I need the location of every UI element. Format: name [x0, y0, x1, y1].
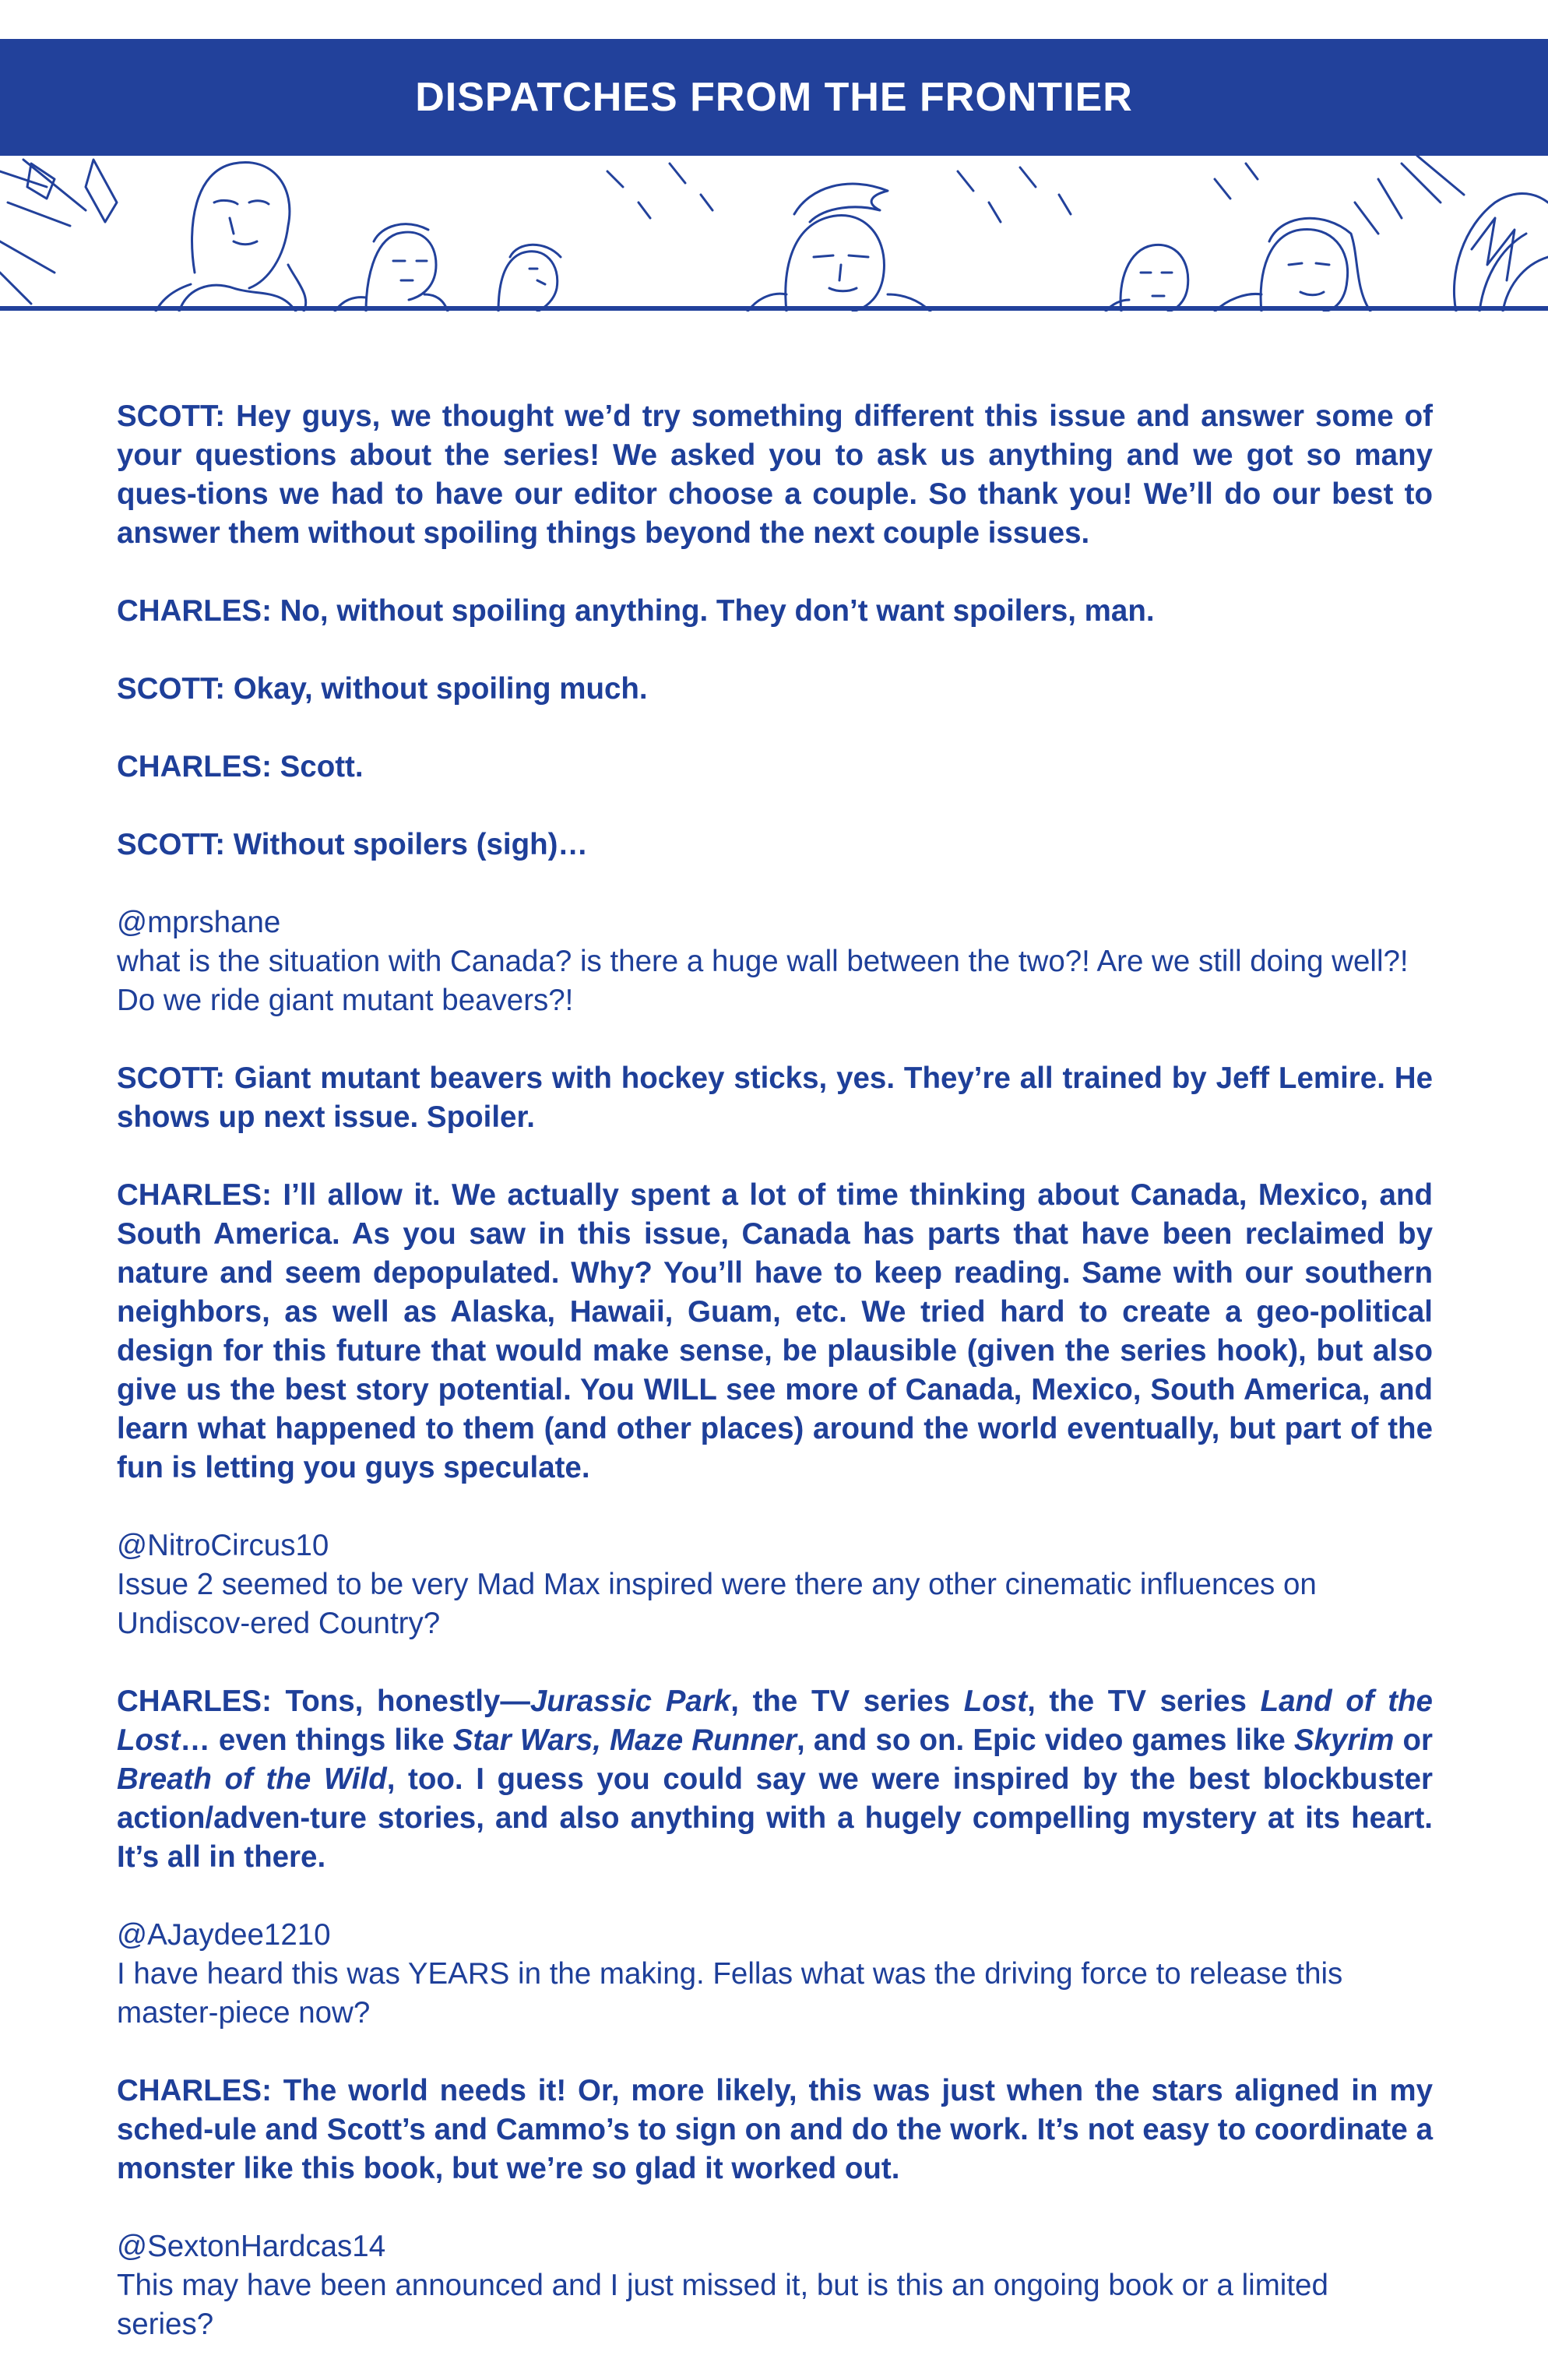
scott-reply-paragraph: SCOTT: Okay, without spoiling much.: [117, 672, 648, 706]
answer-text: CHARLES: Tons, honestly—: [117, 1685, 530, 1718]
answer-text: or: [1394, 1723, 1433, 1757]
intro-scott-paragraph: SCOTT: Hey guys, we thought we’d try something different this issue and answer some of your questions about the series! We asked you to ask us anything and we got so many ques-tions we had to have our editor choose a couple. So thank you! We’ll do our best to answer them without spoiling things beyond the next couple issues.: [117, 400, 1433, 550]
reader-question-text: Issue 2 seemed to be very Mad Max inspired were there any other cinematic influences on Undiscov-ered Country?: [117, 1568, 1317, 1640]
title-jurassic-park: Jurassic Park: [529, 1685, 731, 1718]
answer-text: … even things like: [180, 1723, 453, 1757]
reader-handle: @SextonHardcas14: [117, 2230, 386, 2263]
answer-text: , too. I guess you could say we were inspired by the best blockbuster action/adven-ture stories, and also anything with a hugely compelling mystery at its heart. It’s all in there.: [117, 1762, 1433, 1874]
reader-question: [117, 1526, 1433, 1643]
charles-reply-paragraph: CHARLES: Scott.: [117, 750, 364, 783]
charles-reply-paragraph: CHARLES: No, without spoiling anything. They don’t want spoilers, man.: [117, 594, 1155, 628]
title-star-wars-maze-runner: Star Wars, Maze Runner: [452, 1723, 797, 1757]
reader-question-text: I have heard this was YEARS in the making. Fellas what was the driving force to release this master-piece now?: [117, 1957, 1343, 2030]
title-land-of-the-lost: Land of the Lost: [117, 1685, 1433, 1757]
reader-question: [117, 903, 1433, 1020]
title-skyrim: Skyrim: [1293, 1723, 1395, 1757]
reader-question: [117, 2227, 1433, 2344]
answer-text: , the TV series: [1027, 1685, 1261, 1718]
charles-answer-paragraph: [117, 1682, 1433, 1877]
answer-text: , and so on. Epic video games like: [797, 1723, 1294, 1757]
answer-text: , the TV series: [730, 1685, 964, 1718]
reader-handle: @mprshane: [117, 906, 281, 939]
reader-question: [117, 1916, 1433, 2033]
charles-answer-paragraph: CHARLES: The world needs it! Or, more likely, this was just when the stars aligned in my sched-ule and Scott’s and Cammo’s to sign on and do the work. It’s not easy to coordinate a monster like this book, but we’re so glad it worked out.: [117, 2074, 1433, 2185]
scott-reply-paragraph: SCOTT: Without spoilers (sigh)…: [117, 828, 588, 861]
reader-handle: @AJaydee1210: [117, 1918, 331, 1952]
charles-answer-paragraph: CHARLES: I’ll allow it. We actually spent a lot of time thinking about Canada, Mexico, and South America. As you saw in this issue, Canada has parts that have been reclaimed by nature and seem depopulated. Why? You’ll have to keep reading. Same with our southern neighbors, as well as Alaska, Hawaii, Guam, etc. We tried hard to create a geo-political design for this future that would make sense, be plausible (given the series hook), but also give us the best story potential. You WILL see more of Canada, Mexico, South America, and learn what happened to them (and other places) around the world eventually, but part of the fun is letting you guys speculate.: [117, 1178, 1433, 1484]
title-lost: Lost: [963, 1685, 1028, 1718]
page-header: [0, 39, 1548, 156]
reader-handle: @NitroCircus10: [117, 1529, 329, 1562]
title-breath-of-the-wild: Breath of the Wild: [117, 1762, 387, 1796]
character-lineup-illustration: [0, 156, 1548, 312]
scott-answer-paragraph: SCOTT: Giant mutant beavers with hockey sticks, yes. They’re all trained by Jeff Lemire. He shows up next issue. Spoiler.: [117, 1061, 1433, 1134]
letters-column: [117, 397, 1433, 2344]
reader-question-text: This may have been announced and I just missed it, but is this an ongoing book or a limited series?: [117, 2269, 1328, 2341]
page-title: DISPATCHES FROM THE FRONTIER: [415, 75, 1133, 120]
reader-question-text: what is the situation with Canada? is there a huge wall between the two?! Are we still doing well?! Do we ride giant mutant beavers?!: [117, 945, 1409, 1017]
